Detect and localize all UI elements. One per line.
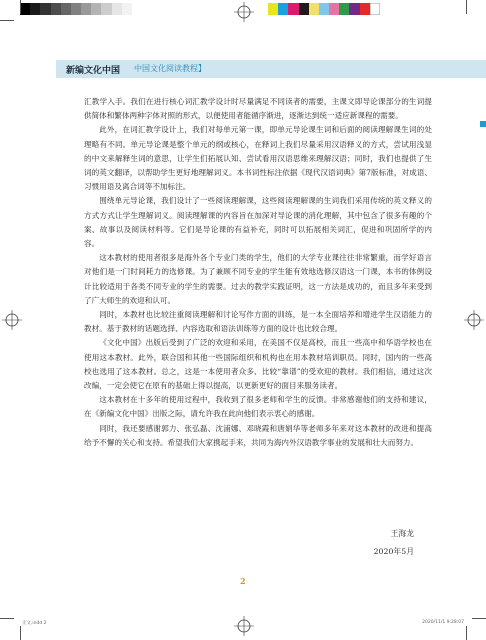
book-subtitle: 中国文化阅读教程】 [134, 64, 206, 73]
paragraph: 这本教材的使用者很多是海外各个专业门类的学生，他们的大学专业课往往非常繁重，而学好语言对他们是一门时间耗力的选修课。为了兼顾不同专业的学生能有效地选修汉语这一门课，本书的体例设计比较适用于各类不同专业的学生的需要。过去的教学实践证明，这一方法是成功的，而且多年来受到了广大师生的欢迎和认可。 [84, 253, 432, 305]
crop-mark [466, 626, 467, 640]
crop-mark [0, 618, 14, 619]
cmyk-color-bar [268, 3, 380, 15]
gray-color-bar [20, 3, 132, 15]
color-swatch [360, 3, 370, 15]
print-slug-file: 正文.indd 2 [22, 621, 47, 626]
running-header [56, 60, 486, 78]
page-number: 2 [240, 576, 246, 586]
color-swatch [329, 3, 339, 15]
book-title: 新编文化中国 [66, 66, 121, 76]
color-swatch [101, 3, 111, 15]
color-swatch [40, 3, 50, 15]
color-swatch [91, 3, 101, 15]
registration-mark-left [2, 310, 22, 330]
paragraph: 《文化中国》出版后受到了广泛的欢迎和采用，在美国不仅是高校，而且一些高中和华语学校也在使用这本教材。此外，联合国和其他一些国际组织和机构也在用本教材培训职员。同时，国内的一些高校也选用了这本教材。总之，这是一本使用者众多、比较“靠谱”的受欢迎的教材。我们相信，通过这次改编，一定会使它在原有的基础上得以提高，以更新更好的面目来服务读者。 [84, 338, 432, 391]
registration-mark-bottom [234, 616, 254, 636]
color-swatch [278, 3, 288, 15]
color-swatch [122, 3, 132, 15]
color-swatch [81, 3, 91, 15]
chapter-tab-marker [480, 121, 486, 127]
color-swatch [309, 3, 319, 15]
paragraph: 此外，在词汇教学设计上，我们对每单元第一课，即单元导论课生词和后面的阅读理解课生词的处理略有不同。单元导论课是整个单元的纲或核心，在释词上我们尽量采用汉语释义的方式，尝试用浅显的中文来解释生词的意思，让学生们拓展认知、尝试看用汉语思维来理解汉语；同时，我们也提供了生词的英文翻译，以帮助学生更好地理解词义。本书词性标注依据《现代汉语词典》第7版标准，对成语、习惯用语及离合词等不加标注。 [84, 125, 432, 192]
color-swatch [71, 3, 81, 15]
color-swatch [370, 3, 380, 15]
paragraph: 围绕单元导论课，我们设计了一些阅读理解课，这些阅读理解课的生词我们采用传统的英文释义的方式方式让学生理解词义。阅读理解课的内容旨在加深对导论课的消化理解，其中包含了很多有趣的个案、故事以及阅读材料等。它们是导论课的有益补充，同时可以拓展相关词汇，促进和巩固所学的内容。 [84, 196, 432, 249]
body-text [84, 95, 432, 450]
registration-mark-top [234, 2, 254, 22]
color-swatch [268, 3, 278, 15]
color-swatch [299, 3, 309, 15]
author-signature: 王海龙 [390, 529, 414, 538]
crop-mark [466, 0, 467, 14]
crop-mark [20, 626, 21, 640]
paragraph: 同时，我还要感谢郭力、张弘磊、沈浦娜、邓晓霞和唐娟华等老师多年来对这本教材的改进和提高给予不懈的关心和支持。希望我们大家携起手来，共同为海内外汉语教学事业的发展和壮大而努力。 [84, 423, 432, 447]
color-swatch [349, 3, 359, 15]
paragraph: 这本教材在十多年的使用过程中，我收到了很多老师和学生的反馈。非常感谢他们的支持和建议，在《新编文化中国》出版之际，请允许我在此向他们表示衷心的感谢。 [84, 395, 432, 419]
color-swatch [51, 3, 61, 15]
color-swatch [20, 3, 30, 15]
crop-mark [20, 0, 21, 14]
color-swatch [288, 3, 298, 15]
color-swatch [112, 3, 122, 15]
color-swatch [30, 3, 40, 15]
color-swatch [61, 3, 71, 15]
print-slug-timestamp: 2020/11/1 9:28:07 [422, 620, 464, 625]
color-swatch [319, 3, 329, 15]
paragraph: 汇教学入手。我们在进行核心词汇教学设计时尽量满足不同读者的需要，主课文即导论课部分的生词提供简体和繁体两种字体对照的形式，以便使用者能循序渐进，逐渐达到统一适应新课程的需要。 [84, 97, 432, 121]
signature-date: 2020年5月 [373, 547, 414, 556]
crop-mark [0, 20, 14, 21]
paragraph: 同时，本教材也比较注重阅读理解和讨论写作方面的训练，是一本全面培养和增进学生汉语能力的教材。基于教材的话题选择、内容选取和语法训练等方面的设计也比较合理。 [84, 310, 432, 334]
color-swatch [339, 3, 349, 15]
registration-mark-right [464, 310, 484, 330]
crop-mark [472, 618, 486, 619]
